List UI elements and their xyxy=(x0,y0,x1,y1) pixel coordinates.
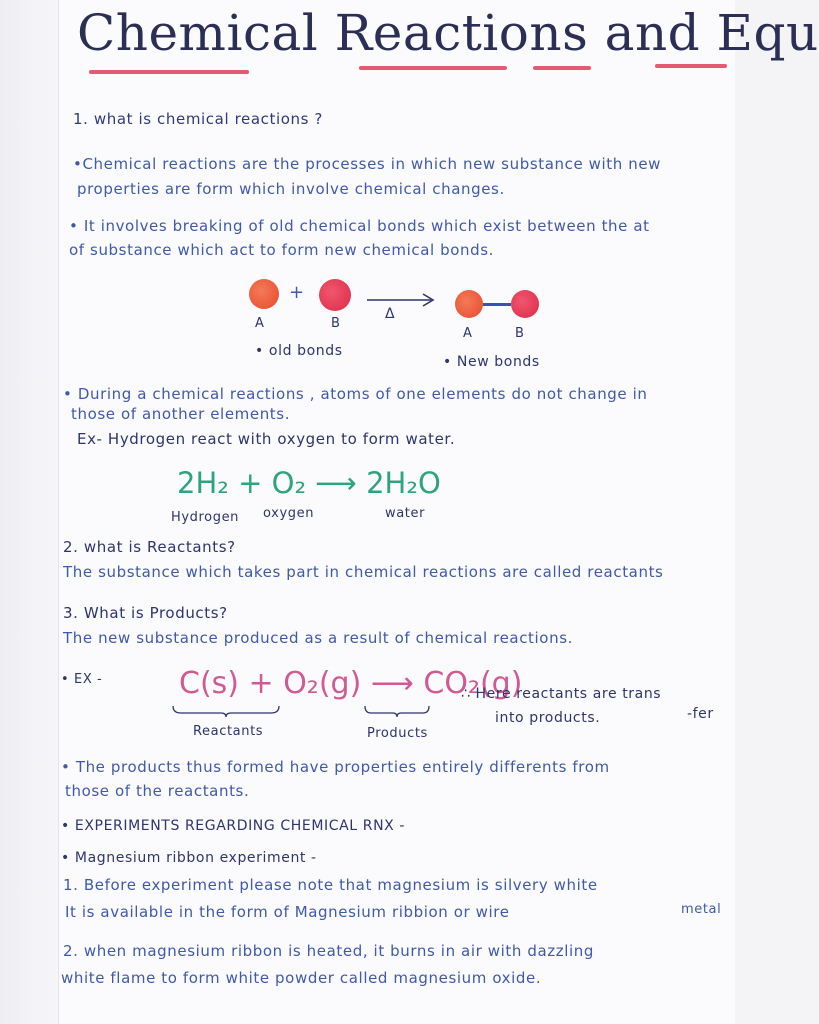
magnesium-experiment-subheading: • Magnesium ribbon experiment - xyxy=(61,850,317,866)
atoms-note-line1: • During a chemical reactions , atoms of one elements do not change in xyxy=(63,385,648,403)
experiment-step1-line1: 1. Before experiment please note that magnesium is silvery white xyxy=(63,876,598,894)
reactants-transfer-note-line1: ∴ Here reactants are trans xyxy=(461,686,662,702)
page-title: Chemical Reactions and Equ xyxy=(77,4,819,62)
notebook-page xyxy=(58,0,819,1024)
title-underline-4 xyxy=(655,64,727,68)
experiment-step1-line2: It is available in the form of Magnesium ribbion or wire xyxy=(65,903,510,921)
q1-para1-line1: •Chemical reactions are the processes in which new substance with new xyxy=(73,155,662,173)
heat-delta-symbol: Δ xyxy=(385,306,395,322)
q3-heading: 3. What is Products? xyxy=(63,604,228,622)
atom-b-label: B xyxy=(331,316,341,331)
title-underline-1 xyxy=(89,70,249,74)
carbon-dioxide-equation: C(s) + O₂(g) ⟶ CO₂(g) xyxy=(179,666,523,701)
water-equation: 2H₂ + O₂ ⟶ 2H₂O xyxy=(177,466,441,500)
reactants-transfer-note-line2: into products. xyxy=(495,710,601,726)
q1-para2-line2: of substance which act to form new chemical bonds. xyxy=(69,241,495,259)
products-label: Products xyxy=(367,726,428,741)
reaction-arrow-icon xyxy=(365,290,437,326)
example-water: Ex- Hydrogen react with oxygen to form water. xyxy=(77,430,456,448)
q1-para2-line1: • It involves breaking of old chemical bonds which exist between the at xyxy=(69,217,650,235)
experiments-heading: • EXPERIMENTS REGARDING CHEMICAL RNX - xyxy=(61,818,406,834)
bonded-atom-a-label: A xyxy=(463,326,473,341)
q2-heading: 2. what is Reactants? xyxy=(63,538,236,556)
atom-a-circle xyxy=(249,279,279,309)
example-label: • EX - xyxy=(61,672,103,687)
bonded-atom-a-circle xyxy=(455,290,483,318)
title-underline-2 xyxy=(359,66,507,70)
experiment-step2-line2: white flame to form white powder called magnesium oxide. xyxy=(61,969,542,987)
title-underline-3 xyxy=(533,66,591,70)
atoms-note-line2: those of another elements. xyxy=(71,405,291,423)
plus-sign: + xyxy=(289,282,305,303)
products-note-line1: • The products thus formed have properties entirely differents from xyxy=(61,758,610,776)
page-margin-shadow xyxy=(0,0,58,1024)
transfer-suffix: -fer xyxy=(687,706,714,722)
q3-answer: The new substance produced as a result of chemical reactions. xyxy=(63,629,573,647)
reactants-brace-icon xyxy=(171,704,281,718)
hydrogen-label: Hydrogen xyxy=(171,510,240,525)
experiment-step1-metal: metal xyxy=(681,902,722,917)
bond-line xyxy=(483,303,511,306)
q1-heading: 1. what is chemical reactions ? xyxy=(73,110,323,128)
oxygen-label: oxygen xyxy=(263,506,315,521)
bonded-atom-b-circle xyxy=(511,290,539,318)
experiment-step2-line1: 2. when magnesium ribbon is heated, it burns in air with dazzling xyxy=(63,942,594,960)
water-label: water xyxy=(385,506,426,521)
new-bonds-label: • New bonds xyxy=(443,354,540,370)
products-brace-icon xyxy=(363,704,433,718)
q1-para1-line2: properties are form which involve chemical changes. xyxy=(77,180,505,198)
reactants-label: Reactants xyxy=(193,724,264,739)
old-bonds-label: • old bonds xyxy=(255,343,343,359)
atom-b-circle xyxy=(319,279,351,311)
bonded-atom-b-label: B xyxy=(515,326,525,341)
products-note-line2: those of the reactants. xyxy=(65,782,250,800)
atom-a-label: A xyxy=(255,316,265,331)
q2-answer: The substance which takes part in chemical reactions are called reactants xyxy=(63,563,664,581)
